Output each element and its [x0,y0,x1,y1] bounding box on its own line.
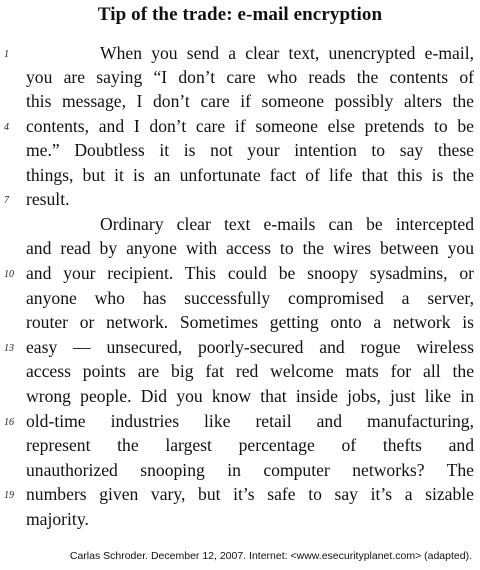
line-number: 19 [4,490,14,501]
text-line: you are saying “I don’t care who reads the contents of [26,67,474,87]
text-line: unauthorized snooping in computer networks? The [26,460,474,480]
text-line: this message, I don’t care if someone possibly alters the [26,91,474,111]
document-title: Tip of the trade: e-mail encryption [97,4,383,25]
text-line: represent the largest percentage of thefts and [26,435,474,455]
text-line: easy — unsecured, poorly-secured and rogue wireless [26,337,474,357]
text-line: numbers given vary, but it’s safe to say it’s a sizable [26,484,474,504]
text-line: router or network. Sometimes getting onto a network is [26,312,474,332]
line-number: 16 [4,417,14,428]
line-number: 13 [4,343,14,354]
line-number: 10 [4,269,14,280]
text-line: result. [26,189,70,209]
line-number: 1 [4,49,9,60]
text-line: anyone who has successfully compromised a server, [26,288,474,308]
text-line: When you send a clear text, unencrypted e-mail, [100,43,474,63]
text-line: and read by anyone with access to the wires between you [26,238,474,258]
line-number: 4 [4,122,9,133]
line-number: 7 [4,195,9,206]
source-citation: Carlas Schroder. December 12, 2007. Internet: <www.esecurityplanet.com> (adapted). [69,550,472,562]
text-line: access points are big fat red welcome mats for all the [26,361,474,381]
text-line: Ordinary clear text e-mails can be intercepted [100,214,474,234]
text-line: wrong people. Did you know that inside jobs, just like in [26,386,474,406]
text-line: and your recipient. This could be snoopy sysadmins, or [26,263,474,283]
text-line: majority. [26,509,89,529]
text-line: things, but it is an unfortunate fact of life that this is the [26,165,474,185]
text-line: old-time industries like retail and manufacturing, [26,411,474,431]
text-line: contents, and I don’t care if someone else pretends to be [26,116,474,136]
text-line: me.” Doubtless it is not your intention to say these [26,140,474,160]
